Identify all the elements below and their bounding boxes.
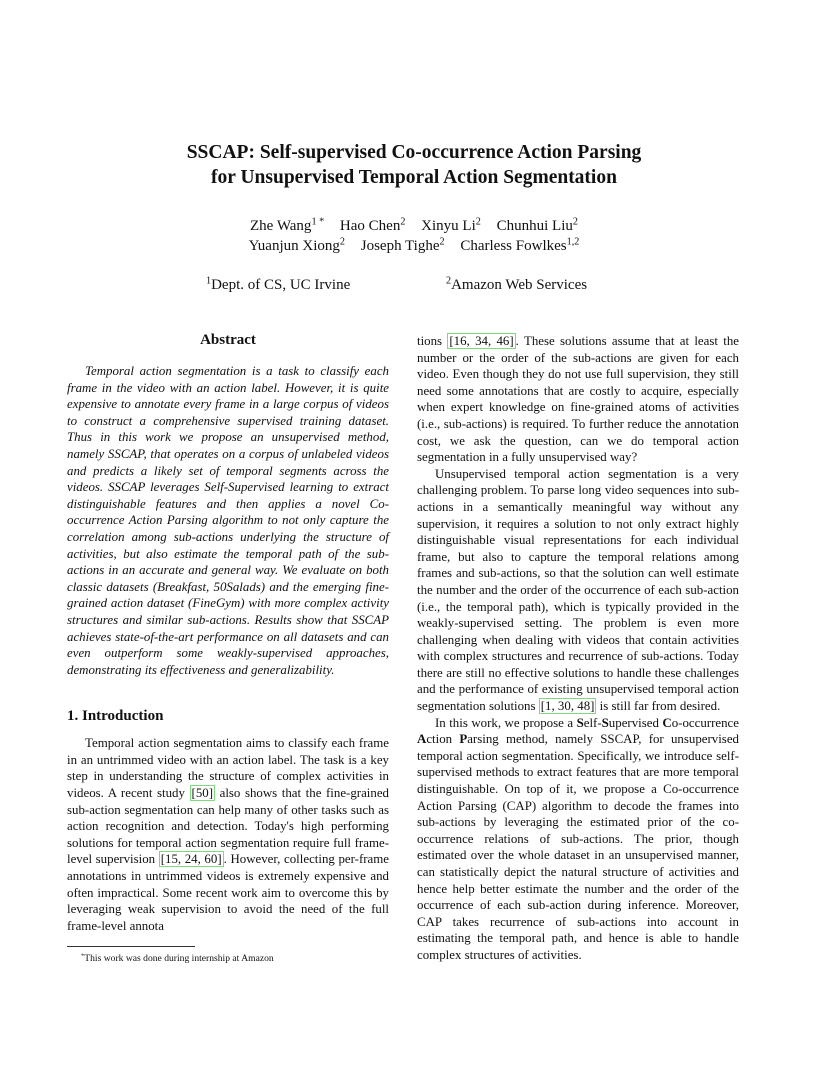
author: Joseph Tighe$^2$ xyxy=(360,236,445,254)
intro-paragraph-2: Unsupervised temporal action segmentation is a very challenging problem. To parse long video sequences into sub-actions in a semantically meaningful way without any supervision, it requires a solution to not only extract highly distinguishable visual representations for each individual frame, but also to capture the temporal relations among frames and sub-actions, so that the solution can well estimate the number and the order of the occurrence of each sub-action (i.e., the temporal path), which is typically provided in the weakly-supervised setting. The problem is even more challenging when dealing with videos that contain activities with complex structures and recurrence of sub-actions. Today there are still no effective solutions to handle these challenges and the performance of existing unsupervised temporal action segmentation solutions [1, 30, 48] is still far from desired. xyxy=(417,466,739,714)
citation-link[interactable]: [16, 34, 46] xyxy=(449,334,514,348)
intro-paragraph-3: In this work, we propose a Self-Supervised Co-occurrence Action Parsing method, namely SSCAP, for unsupervised temporal action segmentation. Specifically, we introduce self-supervised methods to extract features that are more temporal distinguishable. On top of it, we propose a Co-occurrence Action Parsing (CAP) algorithm to decode the frames into sub-actions by leveraging the estimated prior of the co-occurrence relations of sub-actions. The prior, though estimated over the whole dataset in an unsupervised manner, can statistically depict the natural structure of activities and hence help better estimate the number and the order of the occurrence of each sub-action during inference. Moreover, CAP takes recurrence of sub-actions into account in estimating the temporal path, and hence is able to handle complex structures of activities. xyxy=(417,715,739,962)
affiliation-1: $^1$Dept. of CS, UC Irvine xyxy=(206,275,351,293)
title-line-2: for Unsupervised Temporal Action Segmentation xyxy=(211,167,617,188)
footnote-text: This work was done during internship at Amazon xyxy=(84,953,274,964)
left-column xyxy=(67,330,389,934)
citation-link[interactable]: [50] xyxy=(191,786,214,801)
affiliation-2: $^2$Amazon Web Services xyxy=(446,275,588,293)
author-list xyxy=(0,216,828,256)
paper-title xyxy=(0,140,828,190)
author: Hao Chen$^2$ xyxy=(339,216,406,234)
footnote-rule xyxy=(67,946,195,947)
title-line-1: SSCAP: Self-supervised Co-occurrence Action Parsing xyxy=(186,142,642,163)
author: Xinyu Li$^2$ xyxy=(421,216,481,234)
citation-link[interactable]: [1, 30, 48] xyxy=(540,699,595,714)
author: Yuanjun Xiong$^2$ xyxy=(248,236,345,254)
abstract-heading: Abstract xyxy=(200,332,256,348)
section-heading-introduction: 1. Introduction xyxy=(67,708,164,725)
author: Charless Fowlkes$^{1,2}$ xyxy=(460,236,580,254)
footnote: *This work was done during internship at Amazon xyxy=(67,946,389,965)
author: Chunhui Liu$^2$ xyxy=(496,216,578,234)
intro-paragraph-1: Temporal action segmentation aims to classify each frame in an untrimmed video with an action label. The task is a key step in understanding the structure of complex activities in videos. A recent study [50] also shows that the fine-grained sub-action segmentation can help many of other tasks such as action recognition and detection. Today's high performing solutions for temporal action segmentation require full frame-level supervision [15, 24, 60] . However, collecting per-frame annotations in untrimmed videos is extremely expensive and often impractical. Some recent work aim to overcome this by leveraging weak supervision to avoid the need of the full frame-level annota xyxy=(67,736,389,933)
right-column xyxy=(417,333,739,964)
author: Zhe Wang$^{1 *}$ xyxy=(250,216,325,234)
citation-link[interactable]: [15, 24, 60] xyxy=(160,852,222,867)
abstract-text: Temporal action segmentation is a task to classify each frame in the video with an action label. However, it is quite expensive to annotate every frame in a large corpus of videos to construct a comprehensive supervised training dataset. Thus in this work we propose an unsupervised method, namely SSCAP, that operates on a corpus of unlabeled videos and predicts a likely set of temporal segments across the videos. SSCAP leverages Self-Supervised learning to extract distinguishable features and then applies a novel Co-occurrence Action Parsing algorithm to not only capture the correlation among sub-actions underlying the structure of activities, but also estimate the temporal path of the sub-actions in an accurate and general way. We evaluate on both classic datasets (Breakfast, 50Salads) and the emerging fine-grained action dataset (FineGym) with more complex activity structures and similar sub-actions. Results show that SSCAP achieves state-of-the-art performance on all datasets and can even outperform some weakly-supervised approaches, demonstrating its effectiveness and generalizability. xyxy=(67,364,389,677)
intro-paragraph-1-continued: tions [16, 34, 46] . These solutions assume that at least the number or the order of the sub-actions are given for each video. Even though they do not use full supervision, they still need some annotations that are costly to acquire, especially when expert knowledge on fine-grained atoms of activities (i.e., sub-actions) is required. To further reduce the annotation cost, we ask the question, can we do temporal action segmentation in a fully unsupervised way? xyxy=(417,334,740,465)
